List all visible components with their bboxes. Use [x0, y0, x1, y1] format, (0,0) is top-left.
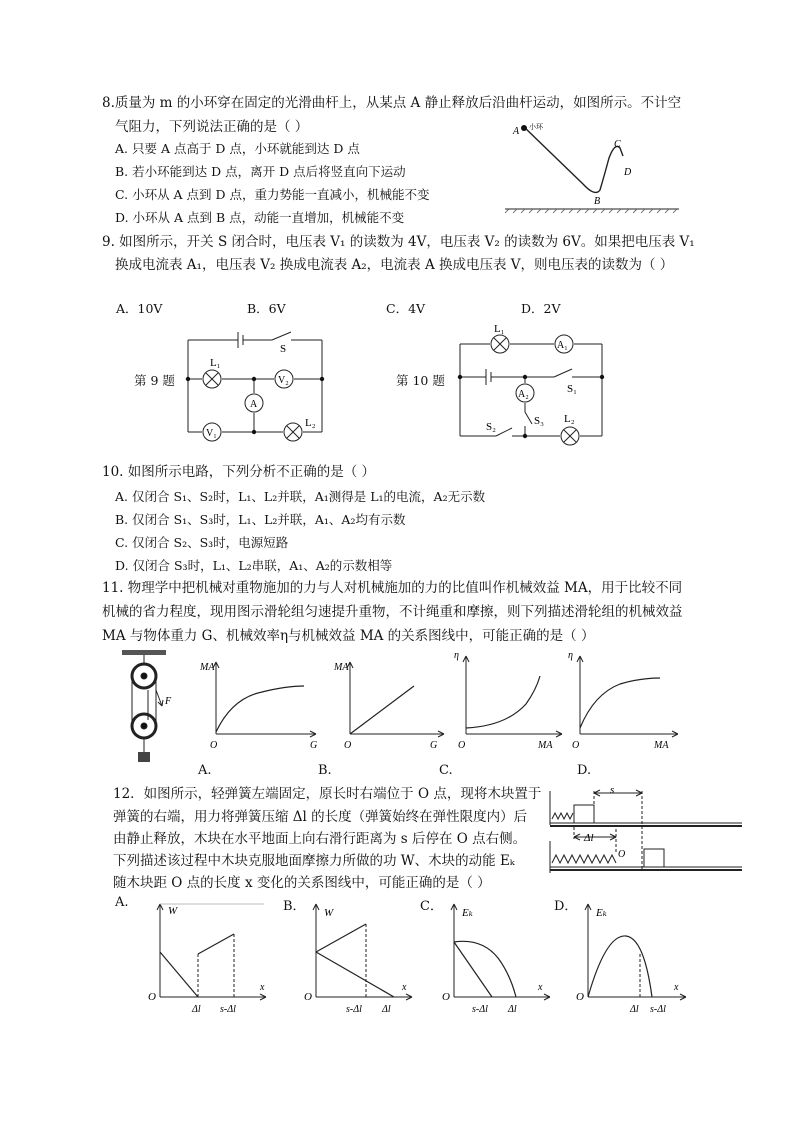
q9-option-a: A．10V: [116, 301, 163, 316]
q12d-tick-2: s-Δl: [650, 1004, 666, 1015]
q12-graph-b: [298, 898, 418, 1016]
q9-figure-label: 第 9 题: [134, 373, 175, 388]
q9-option-d: D．2V: [521, 301, 561, 316]
q9-stem-line1: 9. 如图所示，开关 S 闭合时，电压表 V₁ 的读数为 4V，电压表 V₂ 的读数为 6V。如果把电压表 V₁: [102, 234, 695, 250]
q11a-y-axis-label: MA: [200, 662, 215, 673]
q11b-y-axis-label: MA: [334, 662, 349, 673]
q12-dl-label: Δl: [584, 832, 594, 844]
q12b-tick-2: Δl: [382, 1004, 391, 1015]
q11-graph-d: [564, 648, 688, 752]
q8-label-a: A: [513, 126, 520, 137]
q12b-origin: O: [304, 991, 312, 1003]
q11a-x-axis-label: G: [310, 740, 318, 751]
q8-stem-line1: 8.质量为 m 的小环穿在固定的光滑曲杆上，从某点 A 静止释放后沿曲杆运动，如图所示。不计空: [102, 95, 682, 111]
q11c-x-axis-label: MA: [538, 740, 553, 751]
q12-stem-line1: 12．如图所示，轻弹簧左端固定，原长时右端位于 O 点，现将木块置于: [113, 786, 542, 802]
q8-option-a: A. 只要 A 点高于 D 点，小环就能到达 D 点: [115, 141, 360, 156]
q12b-tick-1: s-Δl: [346, 1004, 362, 1015]
q9-circuit-diagram: [180, 322, 330, 442]
q12-choice-b: B．: [283, 899, 306, 914]
q12-graph-c: [436, 898, 556, 1016]
small-ring-icon: [521, 125, 527, 131]
q9-option-c: C．4V: [386, 301, 426, 316]
q11-graph-c: [450, 648, 570, 752]
q10-circuit-diagram: [452, 320, 612, 444]
q11d-x-axis-label: MA: [654, 740, 669, 751]
q10-option-c: C. 仅闭合 S₂、S₃时，电源短路: [115, 535, 289, 550]
q8-label-d: D: [624, 167, 632, 178]
q10-option-a: A. 仅闭合 S₁、S₂时，L₁、L₂并联，A₁测得是 L₁的电流，A₂无示数: [115, 489, 486, 504]
q12d-y-axis-label: Eₖ: [596, 907, 607, 919]
q12a-tick-1: Δl: [192, 1004, 201, 1015]
q8-label-c: C: [614, 139, 621, 150]
q10-s2-label: S₂: [486, 421, 496, 433]
q9-stem-line2: 换成电流表 A₁，电压表 V₂ 换成电流表 A₂，电流表 A 换成电压表 V，则电压表的读数为（ ）: [115, 257, 674, 273]
q11-stem-line3: MA 与物体重力 G、机械效率η与机械效益 MA 的关系图线中，可能正确的是（ ）: [102, 628, 595, 644]
q8-label-b: B: [594, 196, 601, 207]
q12c-tick-2: Δl: [508, 1004, 517, 1015]
q12c-y-axis-label: Eₖ: [462, 907, 473, 919]
q11-graph-b: [330, 652, 450, 752]
q12d-x-axis-label: x: [674, 982, 679, 993]
q12a-tick-2: s-Δl: [220, 1004, 236, 1015]
force-f-label: F: [165, 696, 172, 707]
q12-stem-line3: 由静止释放，木块在水平地面上向右滑行距离为 s 后停在 O 点右侧。: [113, 831, 527, 847]
q9-a-meter: A: [250, 399, 258, 410]
q11d-y-axis-label: η: [568, 650, 573, 661]
q12a-origin: O: [148, 991, 156, 1003]
q8-option-b: B. 若小环能到达 D 点，离开 D 点后将竖直向下运动: [115, 164, 406, 179]
q12c-tick-1: s-Δl: [472, 1004, 488, 1015]
q11-graph-a: [196, 652, 322, 752]
q12-choice-a: A.: [115, 895, 129, 910]
q10-s1-label: S₁: [567, 383, 577, 395]
q11-stem-line2: 机械的省力程度，现用图示滑轮组匀速提升重物，不计绳重和摩擦，则下列描述滑轮组的机械效益: [102, 604, 683, 620]
q11-stem-line1: 11. 物理学中把机械对重物施加的力与人对机械施加的力的比值叫作机械效益 MA，用于比较不同: [102, 580, 683, 596]
q11c-origin: O: [458, 740, 466, 751]
q12-stem-line4: 下列描述该过程中木块克服地面摩擦力所做的功 W、木块的动能 Eₖ: [113, 853, 515, 869]
q12-o-label: O: [618, 849, 626, 860]
q11-choice-c: C.: [439, 763, 453, 778]
q8-stem-line2: 气阻力，下列说法正确的是（ ）: [115, 119, 309, 135]
q11d-origin: O: [572, 740, 580, 751]
q12-spring-block-figure: [546, 783, 746, 873]
q11-choice-a: A.: [198, 763, 212, 778]
q12a-x-axis-label: x: [260, 982, 265, 993]
q12c-origin: O: [442, 991, 450, 1003]
q12-choice-d: D．: [554, 899, 578, 914]
q12d-origin: O: [576, 991, 584, 1003]
q10-a2-meter: A₂: [518, 389, 529, 400]
q10-a1-meter: A₁: [557, 340, 568, 351]
q9-l1-label: L₁: [210, 357, 221, 369]
q12b-x-axis-label: x: [402, 982, 407, 993]
q10-figure-label: 第 10 题: [396, 373, 445, 388]
pulley-block-figure: [118, 650, 178, 770]
q12-stem-line5: 随木块距 O 点的长度 x 变化的关系图线中，可能正确的是（ ）: [113, 875, 491, 891]
q12c-x-axis-label: x: [538, 982, 543, 993]
q10-option-b: B. 仅闭合 S₁、S₃时，L₁、L₂并联，A₁、A₂均有示数: [115, 512, 406, 527]
q12-choice-c: C．: [420, 899, 443, 914]
q8-option-c: C. 小环从 A 点到 D 点，重力势能一直减小，机械能不变: [115, 187, 430, 202]
q12-stem-line2: 弹簧的右端，用力将弹簧压缩 Δl 的长度（弹簧始终在弹性限度内）后: [113, 809, 528, 825]
q9-v2-meter: V₂: [278, 375, 289, 386]
q8-curved-rod-figure: [505, 118, 685, 218]
q9-l2-label: L₂: [305, 417, 316, 429]
q11b-origin: O: [344, 740, 352, 751]
q12b-y-axis-label: W: [324, 907, 334, 919]
q9-switch-label: S: [280, 343, 287, 355]
q10-stem: 10. 如图所示电路，下列分析不正确的是（ ）: [102, 464, 376, 480]
q10-option-d: D. 仅闭合 S₃时，L₁、L₂串联，A₁、A₂的示数相等: [115, 558, 393, 573]
q8-label-ring: 小环: [529, 123, 543, 131]
q12d-tick-1: Δl: [630, 1004, 639, 1015]
q11-choice-d: D.: [577, 763, 592, 778]
q12-graph-d: [570, 898, 692, 1016]
q9-option-b: B．6V: [247, 301, 286, 316]
q10-l1-label: L₁: [494, 323, 505, 335]
q9-v1-meter: V₁: [206, 428, 217, 439]
q11a-origin: O: [210, 740, 218, 751]
q10-s3-label: S₃: [534, 415, 544, 427]
q12-s-label: s: [610, 784, 615, 796]
q11-choice-b: B.: [318, 763, 332, 778]
q12a-y-axis-label: W: [168, 905, 178, 917]
q11b-x-axis-label: G: [430, 740, 438, 751]
q11c-y-axis-label: η: [454, 650, 459, 661]
q12-graph-a: [142, 898, 272, 1016]
q10-l2-label: L₂: [564, 413, 575, 425]
q8-option-d: D. 小环从 A 点到 B 点，动能一直增加，机械能不变: [115, 210, 405, 225]
